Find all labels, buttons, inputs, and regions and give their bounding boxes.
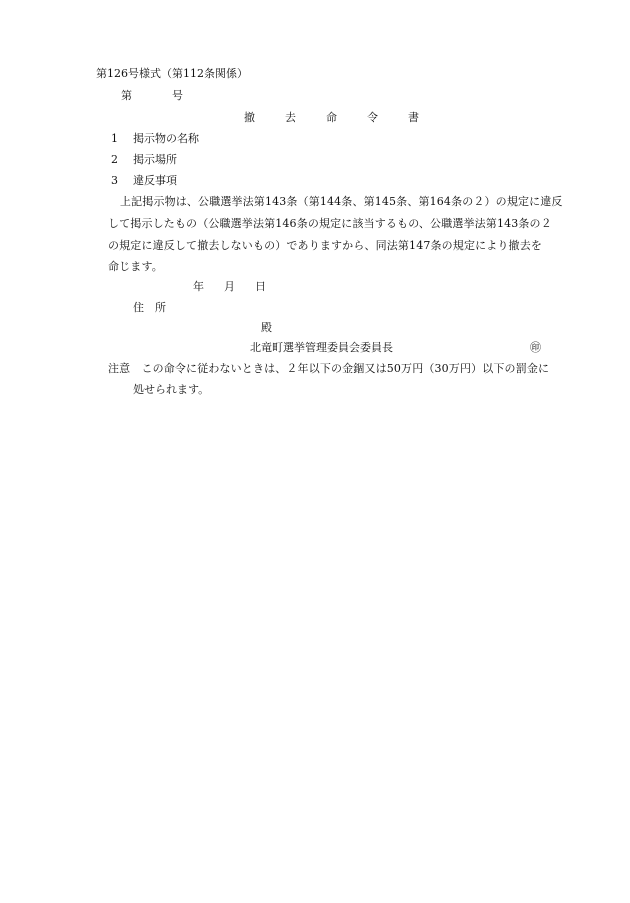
issuer: 北竜町選挙管理委員会委員長 xyxy=(250,341,393,354)
body-line: 命じます。 xyxy=(108,260,163,273)
document-title xyxy=(244,111,419,124)
note-line: 注意 この命令に従わないときは、２年以下の金錮又は50万円（30万円）以下の罰金に xyxy=(108,362,550,375)
number-prefix: 第 xyxy=(121,89,132,102)
title-char: 去 xyxy=(285,111,296,124)
body-line: の規定に違反して撤去しないもの）でありますから、同法第147条の規定により撤去を xyxy=(108,239,542,252)
item-label: 掲示場所 xyxy=(133,153,177,166)
item-number: 2 xyxy=(111,153,118,166)
body-line: 上記掲示物は、公職選挙法第143条（第144条、第145条、第164条の２）の規定に違反 xyxy=(120,195,563,208)
date-year: 年 xyxy=(193,280,204,293)
number-suffix: 号 xyxy=(172,89,183,102)
title-char: 撤 xyxy=(244,111,255,124)
title-char: 命 xyxy=(326,111,337,124)
date-day: 日 xyxy=(255,280,266,293)
body-line: して掲示したもの（公職選挙法第146条の規定に該当するもの、公職選挙法第143条の２ xyxy=(108,217,552,230)
title-char: 書 xyxy=(408,111,419,124)
number-line xyxy=(121,89,183,102)
item-number: 1 xyxy=(111,132,118,145)
address-label: 住 所 xyxy=(133,301,166,314)
item-1 xyxy=(111,132,199,145)
note-line: 処せられます。 xyxy=(133,383,210,396)
item-label: 掲示物の名称 xyxy=(133,132,199,145)
date-line xyxy=(193,280,266,293)
item-2 xyxy=(111,153,177,166)
item-number: 3 xyxy=(111,174,118,187)
date-month: 月 xyxy=(224,280,235,293)
item-label: 違反事項 xyxy=(133,174,177,187)
honorific: 殿 xyxy=(261,321,272,334)
title-char: 令 xyxy=(367,111,378,124)
item-3 xyxy=(111,174,177,187)
seal-mark: ㊞ xyxy=(530,341,541,354)
form-header: 第126号様式（第112条関係） xyxy=(96,67,248,80)
